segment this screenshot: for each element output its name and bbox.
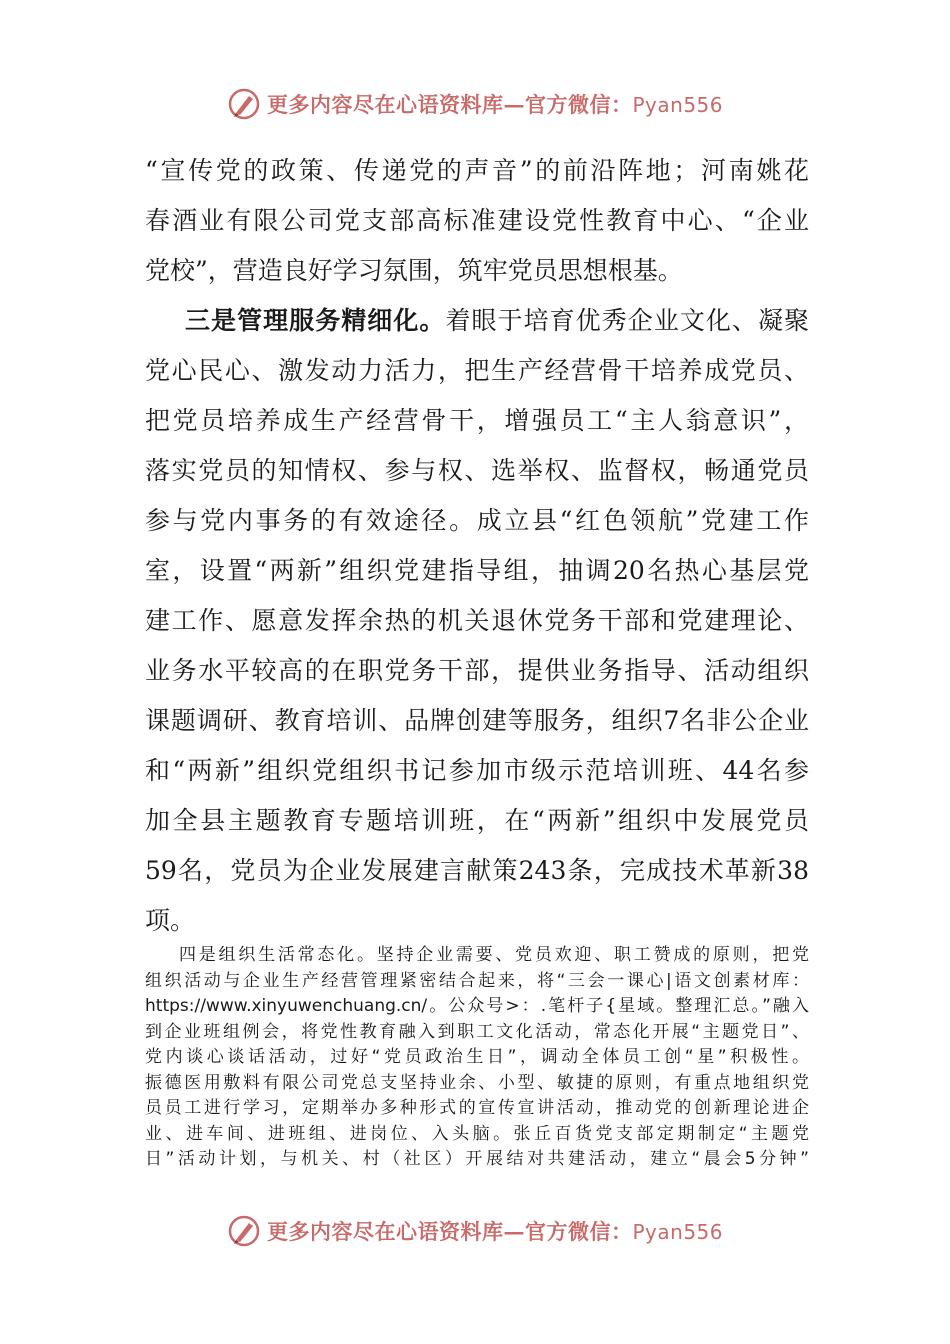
paragraph-line: 业务水平较高的在职党务干部，提供业务指导、活动组织 [145, 656, 809, 685]
paragraph-line: 落实党员的知情权、参与权、选举权、监督权，畅通党员 [145, 456, 809, 485]
section3-heading: 三是管理服务精细化。 [185, 306, 446, 335]
section4-text-block [145, 943, 809, 1173]
paragraph-line: 春酒业有限公司党支部高标准建设党性教育中心、“企业 [145, 206, 809, 235]
paragraph-line: 把党员培养成生产经营骨干，增强员工“主人翁意识”， [145, 406, 809, 435]
section4-line: 业、进车间、进班组、进岗位、入头脑。张丘百货党支部定期制定“主题党 [145, 1123, 809, 1144]
paragraph-line: 室，设置“两新”组织党建指导组，抽调20名热心基层党 [145, 556, 809, 585]
section3-first-line: 三是管理服务精细化。着眼于培育优秀企业文化、凝聚 [185, 306, 809, 335]
paragraph-line: 党校”，营造良好学习氛围，筑牢党员思想根基。 [145, 256, 683, 285]
section4-line: 日”活动计划，与机关、村（社区）开展结对共建活动，建立“晨会5分钟” [145, 1149, 809, 1169]
paragraph-line: 建工作、愿意发挥余热的机关退休党务干部和党建理论、 [145, 606, 809, 635]
section4-line: 组织活动与企业生产经营管理紧密结合起来，将“三会一课心|语文创素材库： [145, 970, 809, 991]
paragraph-line: “宣传党的政策、传递党的声音”的前沿阵地；河南姚花 [145, 156, 809, 185]
paragraph-line: 党心民心、激发动力活力，把生产经营骨干培养成党员、 [145, 356, 809, 385]
main-text-block [145, 146, 809, 946]
paragraph-line: 参与党内事务的有效途径。成立县“红色领航”党建工作 [145, 506, 809, 535]
section4-line: 党内谈心谈话活动，过好“党员政治生日”，调动全体员工创“星”积极性。 [145, 1047, 809, 1067]
section4-line: 振德医用敷料有限公司党总支坚持业余、小型、敏捷的原则，有重点地组织党 [145, 1072, 809, 1093]
watermark-text: 更多内容尽在心语资料库—官方微信：Pyan556 [266, 1219, 723, 1244]
pen-logo-icon [227, 87, 261, 121]
paragraph-line: 项。 [145, 906, 196, 935]
pen-logo-icon [227, 1214, 261, 1248]
watermark-text: 更多内容尽在心语资料库—官方微信：Pyan556 [266, 92, 723, 117]
paragraph-line: 和“两新”组织党组织书记参加市级示范培训班、44名参 [145, 756, 809, 785]
paragraph-line: 59名，党员为企业发展建言献策243条，完成技术革新38 [145, 856, 809, 885]
section4-line: 员员工进行学习，定期举办多种形式的宣传宣讲活动，推动党的创新理论进企 [145, 1098, 809, 1118]
paragraph-line: 加全县主题教育专题培训班，在“两新”组织中发展党员 [145, 806, 809, 835]
section4-line: 四是组织生活常态化。坚持企业需要、党员欢迎、职工赞成的原则，把党 [179, 945, 809, 965]
section4-line: 到企业班组例会，将党性教育融入到职工文化活动，常态化开展“主题党日”、 [145, 1021, 809, 1042]
paragraph-line: 课题调研、教育培训、品牌创建等服务，组织7名非公企业 [145, 706, 809, 735]
section4-line: https://www.xinyuwenchuang.cn/。公众号>：.笔杆子{星域。整理汇总。”融入 [145, 996, 809, 1016]
watermark-header [0, 84, 950, 124]
watermark-footer [0, 1211, 950, 1251]
